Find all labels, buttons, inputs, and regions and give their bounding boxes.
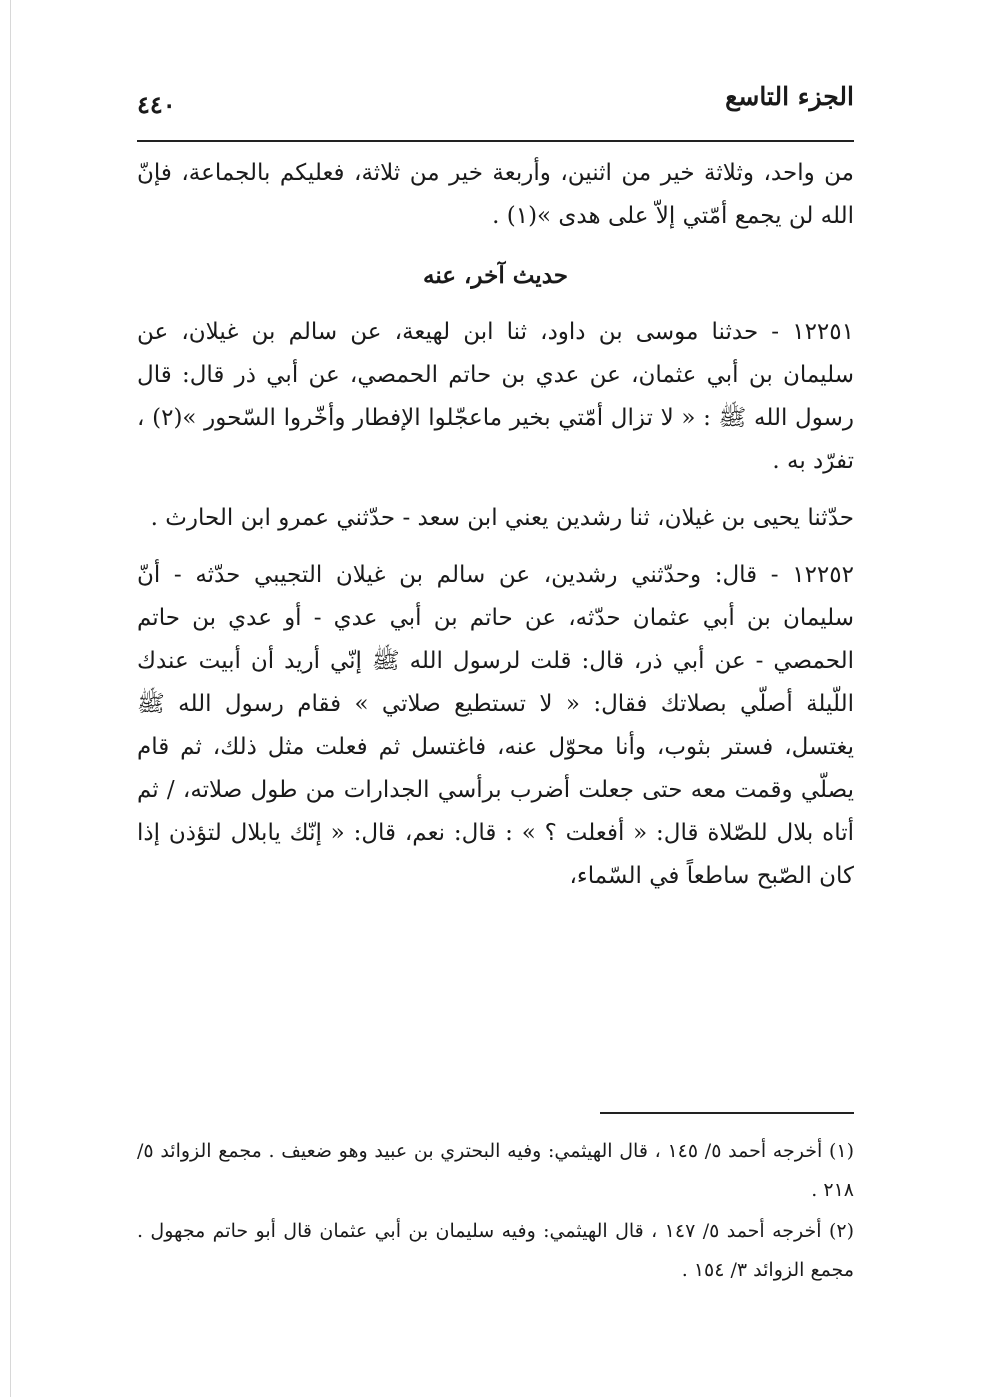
running-head: الجزء التاسع xyxy=(725,82,854,111)
page-header xyxy=(137,78,854,128)
hadith-12252: ١٢٢٥٢ - قال: وحدّثني رشدين، عن سالم بن غيلان التجيبي حدّثه - أنّ سليمان بن أبي عثمان حدّثه، عن حاتم بن أبي عدي - أو عدي بن حاتم الحمصي - عن أبي ذر، قال: قلت لرسول الله ﷺ إنّي أريد أن أبيت عندك اللّيلة أصلّي بصلاتك فقال: « لا تستطيع صلاتي » فقام رسول الله ﷺ يغتسل، فستر بثوب، وأنا محوّل عنه، فاغتسل ثم فعلت مثل ذلك، ثم قام يصلّي وقمت معه حتى جعلت أضرب برأسي الجدارات من طول صلاته، / ثم أتاه بلال للصّلاة قال: « أفعلت ؟ » : قال: نعم، قال: « إنّك يابلال لتؤذن إذا كان الصّبح ساطعاً في السّماء، xyxy=(137,562,854,889)
footnote-2: (٢) أخرجه أحمد ٥/ ١٤٧ ، قال الهيثمي: وفيه سليمان بن أبي عثمان قال أبو حاتم مجهول . مجمع الزوائد ٣/ ١٥٤ . xyxy=(137,1220,854,1281)
footnote-1: (١) أخرجه أحمد ٥/ ١٤٥ ، قال الهيثمي: وفيه البحتري بن عبيد وهو ضعيف . مجمع الزوائد ٥/ ٢١٨ . xyxy=(137,1140,854,1201)
scan-edge-line xyxy=(10,0,11,1397)
section-heading: حديث آخر، عنه xyxy=(422,262,568,289)
hadith-12251: ١٢٢٥١ - حدثنا موسى بن داود، ثنا ابن لهيعة، عن سالم بن غيلان، عن سليمان بن أبي عثمان، عن عدي بن حاتم الحمصي، عن أبي ذر قال: قال رسول الله ﷺ : « لا تزال أمّتي بخير ماعجّلوا الإفطار وأخّروا السّحور »(٢) ، تفرّد به . xyxy=(137,319,854,474)
header-rule xyxy=(137,140,854,142)
paragraph-1: من واحد، وثلاثة خير من اثنين، وأربعة خير من ثلاثة، فعليكم بالجماعة، فإنّ الله لن يجمع أمّتي إلاّ على هدى »(١) . xyxy=(137,160,854,229)
isnad-paragraph: حدّثنا يحيى بن غيلان، ثنا رشدين يعني ابن سعد - حدّثني عمرو ابن الحارث . xyxy=(150,505,854,531)
footnotes xyxy=(137,1132,854,1290)
page-number: ٤٤٠ xyxy=(137,90,176,119)
main-text xyxy=(137,152,854,898)
footnote-rule xyxy=(600,1112,854,1114)
